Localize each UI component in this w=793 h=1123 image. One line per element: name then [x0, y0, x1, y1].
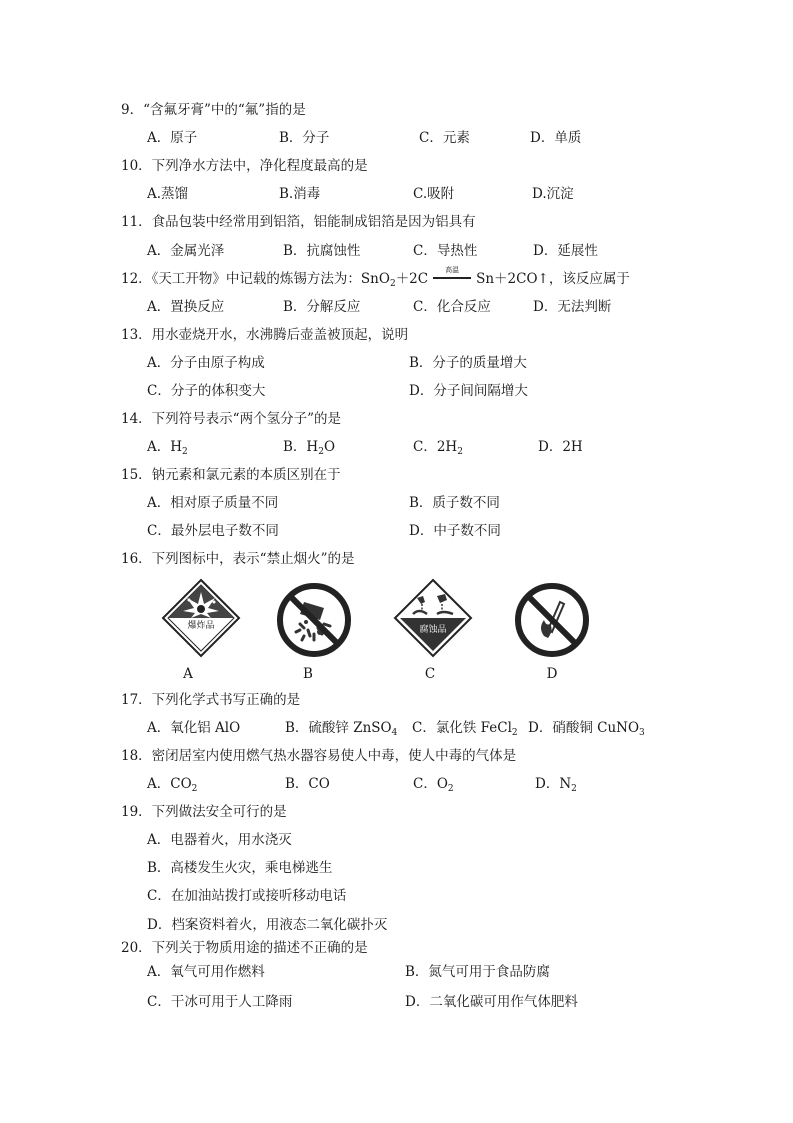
question-18-option-a [147, 775, 197, 793]
question-17-option-b [285, 719, 397, 737]
option-text: B．硫酸锌 ZnSO [285, 720, 392, 736]
option-text: D．N [535, 776, 572, 792]
question-17-option-a: A．氧化铝 AlO [147, 720, 241, 736]
question-12-subscript: 2 [389, 279, 396, 289]
question-10-option-d: D.沉淀 [532, 186, 574, 202]
question-20-option-b: B．氮气可用于食品防腐 [405, 964, 550, 980]
question-9-option-b: B．分子 [279, 130, 330, 146]
question-15-option-c: C．最外层电子数不同 [147, 523, 279, 539]
explosive-icon-text: 爆炸品 [187, 621, 215, 631]
corrosive-hazard-icon [393, 578, 473, 658]
question-17-option-c [412, 719, 518, 737]
option-subscript: 4 [391, 728, 398, 738]
question-18-stem: 18．密闭居室内使用燃气热水器容易使人中毒，使人中毒的气体是 [121, 748, 517, 764]
question-12-stem-start: 12．《天工开物》中记载的炼锡方法为：SnO [121, 271, 390, 287]
question-13-option-d: D．分子间间隔增大 [409, 383, 528, 399]
question-12-stem-mid: ＋2C [395, 271, 429, 287]
question-11-stem: 11．食品包装中经常用到铝箔，铝能制成铝箔是因为铝具有 [121, 214, 476, 230]
no-fireworks-icon [274, 580, 354, 660]
question-18-option-c [413, 775, 454, 793]
question-20-option-d: D．二氧化碳可用作气体肥料 [405, 994, 578, 1010]
question-12-option-b: B．分解反应 [283, 299, 361, 315]
option-text: A．CO [147, 776, 192, 792]
icon-label-d: D [546, 666, 558, 682]
question-10-option-c: C.吸附 [413, 186, 455, 202]
option-subscript: 3 [639, 728, 645, 738]
question-9-option-a: A．原子 [147, 130, 198, 146]
question-12-stem-end: Sn＋2CO↑，该反应属于 [476, 271, 630, 287]
option-tail: O [323, 439, 336, 455]
option-subscript: 2 [457, 447, 463, 457]
question-9-option-c: C．元素 [419, 130, 470, 146]
question-16-stem: 16．下列图标中，表示“禁止烟火”的是 [121, 551, 355, 567]
question-12-stem [121, 266, 630, 289]
option-subscript: 2 [191, 784, 198, 794]
question-15-option-a: A．相对原子质量不同 [147, 495, 279, 511]
question-11-option-c: C．导热性 [413, 243, 478, 259]
icon-label-c: C [424, 666, 436, 682]
question-19-option-a: A．电器着火，用水浇灭 [147, 832, 292, 848]
explosive-hazard-icon [161, 578, 241, 658]
option-subscript: 2 [511, 728, 518, 738]
question-17-option-d [528, 719, 645, 737]
option-subscript: 2 [447, 784, 454, 794]
option-text: C．2H [413, 439, 458, 455]
option-text: D．硝酸铜 CuNO [528, 720, 640, 736]
question-18-option-d [535, 775, 577, 793]
option-text: B．H [283, 439, 319, 455]
corrosive-icon-text: 腐蚀品 [419, 625, 447, 635]
question-17-stem: 17．下列化学式书写正确的是 [121, 692, 301, 708]
question-14-option-c [413, 438, 463, 456]
question-11-option-a: A．金属光泽 [147, 243, 225, 259]
question-14-option-d: D．2H [538, 439, 583, 455]
question-10-option-a: A.蒸馏 [147, 186, 189, 202]
question-14-stem: 14．下列符号表示“两个氢分子”的是 [121, 411, 341, 427]
question-12-option-a: A．置换反应 [147, 299, 225, 315]
question-11-option-b: B．抗腐蚀性 [283, 243, 361, 259]
question-20-option-c: C．干冰可用于人工降雨 [147, 994, 293, 1010]
question-9-option-d: D．单质 [530, 130, 582, 146]
icon-label-b: B [303, 666, 313, 682]
icon-label-a: A [183, 666, 193, 682]
question-19-option-c: C．在加油站拨打或接听移动电话 [147, 888, 347, 904]
reaction-condition-arrow [431, 266, 473, 284]
question-14-option-b [283, 438, 335, 456]
question-18-option-b: B．CO [285, 776, 330, 792]
question-9-stem: 9．“含氟牙膏”中的“氟”指的是 [121, 102, 306, 118]
question-20-option-a: A．氧气可用作燃料 [147, 964, 265, 980]
reaction-arrow-line [433, 277, 471, 279]
question-10-stem: 10．下列净水方法中，净化程度最高的是 [121, 158, 368, 174]
question-13-option-c: C．分子的体积变大 [147, 383, 266, 399]
question-15-option-b: B．质子数不同 [409, 495, 500, 511]
question-15-stem: 15．钠元素和氯元素的本质区别在于 [121, 467, 341, 483]
question-20-stem: 20．下列关于物质用途的描述不正确的是 [121, 940, 368, 956]
option-subscript: 2 [318, 447, 324, 457]
reaction-condition-label: 高温 [445, 266, 460, 274]
question-19-option-d: D．档案资料着火，用液态二氧化碳扑灭 [147, 917, 388, 933]
question-13-stem: 13．用水壶烧开水，水沸腾后壶盖被顶起，说明 [121, 327, 409, 343]
question-11-option-d: D．延展性 [533, 243, 598, 259]
question-13-option-a: A．分子由原子构成 [147, 355, 265, 371]
question-19-stem: 19．下列做法安全可行的是 [121, 804, 287, 820]
option-subscript: 2 [571, 784, 577, 794]
question-19-option-b: B．高楼发生火灾，乘电梯逃生 [147, 860, 333, 876]
no-open-flame-icon [512, 580, 592, 660]
question-14-option-a [147, 438, 188, 456]
option-text: A．H [147, 439, 183, 455]
question-12-option-c: C．化合反应 [413, 299, 491, 315]
option-subscript: 2 [182, 447, 188, 457]
question-10-option-b: B.消毒 [279, 186, 321, 202]
question-15-option-d: D．中子数不同 [409, 523, 501, 539]
question-13-option-b: B．分子的质量增大 [409, 355, 527, 371]
option-text: C．氯化铁 FeCl [412, 720, 512, 736]
question-12-option-d: D．无法判断 [533, 299, 612, 315]
option-text: C．O [413, 776, 448, 792]
